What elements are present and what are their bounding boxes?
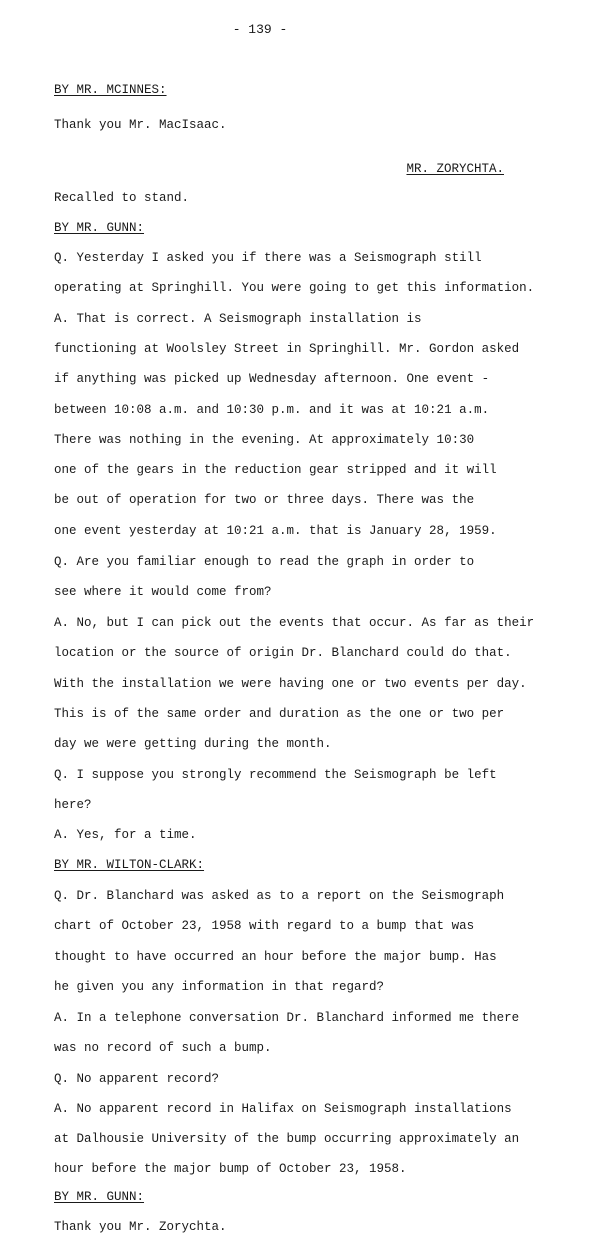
text-line: Thank you Mr. MacIsaac.	[54, 118, 227, 132]
speaker-heading: BY MR. MCINNES:	[54, 83, 167, 97]
text-line: This is of the same order and duration as the one or two per	[54, 707, 505, 721]
text-line: location or the source of origin Dr. Blanchard could do that.	[54, 646, 512, 660]
text-line: here?	[54, 798, 92, 812]
text-line: A. In a telephone conversation Dr. Blanchard informed me there	[54, 1011, 520, 1025]
text-line: functioning at Woolsley Street in Springhill. Mr. Gordon asked	[54, 342, 520, 356]
text-line: A. No, but I can pick out the events that occur. As far as their	[54, 616, 535, 630]
speaker-heading: BY MR. WILTON-CLARK:	[54, 858, 205, 872]
text-line: chart of October 23, 1958 with regard to a bump that was	[54, 919, 475, 933]
text-line: if anything was picked up Wednesday afternoon. One event -	[54, 372, 490, 386]
text-line: one event yesterday at 10:21 a.m. that is January 28, 1959.	[54, 524, 497, 538]
text-line: Thank you Mr. Zorychta.	[54, 1220, 227, 1234]
text-line: be out of operation for two or three days. There was the	[54, 493, 475, 507]
text-line: he given you any information in that regard?	[54, 980, 385, 994]
text-line: Q. Are you familiar enough to read the graph in order to	[54, 555, 475, 569]
text-line: With the installation we were having one or two events per day.	[54, 677, 527, 691]
text-line: A. Yes, for a time.	[54, 828, 197, 842]
text-line: Q. No apparent record?	[54, 1072, 220, 1086]
text-line: one of the gears in the reduction gear stripped and it will	[54, 463, 497, 477]
text-line: day we were getting during the month.	[54, 737, 332, 751]
speaker-heading: BY MR. GUNN:	[54, 1190, 145, 1204]
text-line: hour before the major bump of October 23, 1958.	[54, 1162, 407, 1176]
witness-heading: MR. ZORYCHTA.	[406, 162, 504, 176]
text-line: thought to have occurred an hour before the major bump. Has	[54, 950, 497, 964]
text-line: between 10:08 a.m. and 10:30 p.m. and it was at 10:21 a.m.	[54, 403, 490, 417]
text-line: operating at Springhill. You were going to get this information.	[54, 281, 535, 295]
text-line: Q. I suppose you strongly recommend the Seismograph be left	[54, 768, 497, 782]
speaker-heading: BY MR. GUNN:	[54, 221, 145, 235]
text-line: was no record of such a bump.	[54, 1041, 272, 1055]
text-line: A. That is correct. A Seismograph installation is	[54, 312, 422, 326]
text-line: A. No apparent record in Halifax on Seismograph installations	[54, 1102, 512, 1116]
text-line: Q. Yesterday I asked you if there was a Seismograph still	[54, 251, 482, 265]
text-line: There was nothing in the evening. At approximately 10:30	[54, 433, 475, 447]
page-number: - 139 -	[232, 22, 288, 37]
text-line: at Dalhousie University of the bump occurring approximately an	[54, 1132, 520, 1146]
text-line: see where it would come from?	[54, 585, 272, 599]
text-line: Recalled to stand.	[54, 191, 190, 205]
text-line: Q. Dr. Blanchard was asked as to a report on the Seismograph	[54, 889, 505, 903]
